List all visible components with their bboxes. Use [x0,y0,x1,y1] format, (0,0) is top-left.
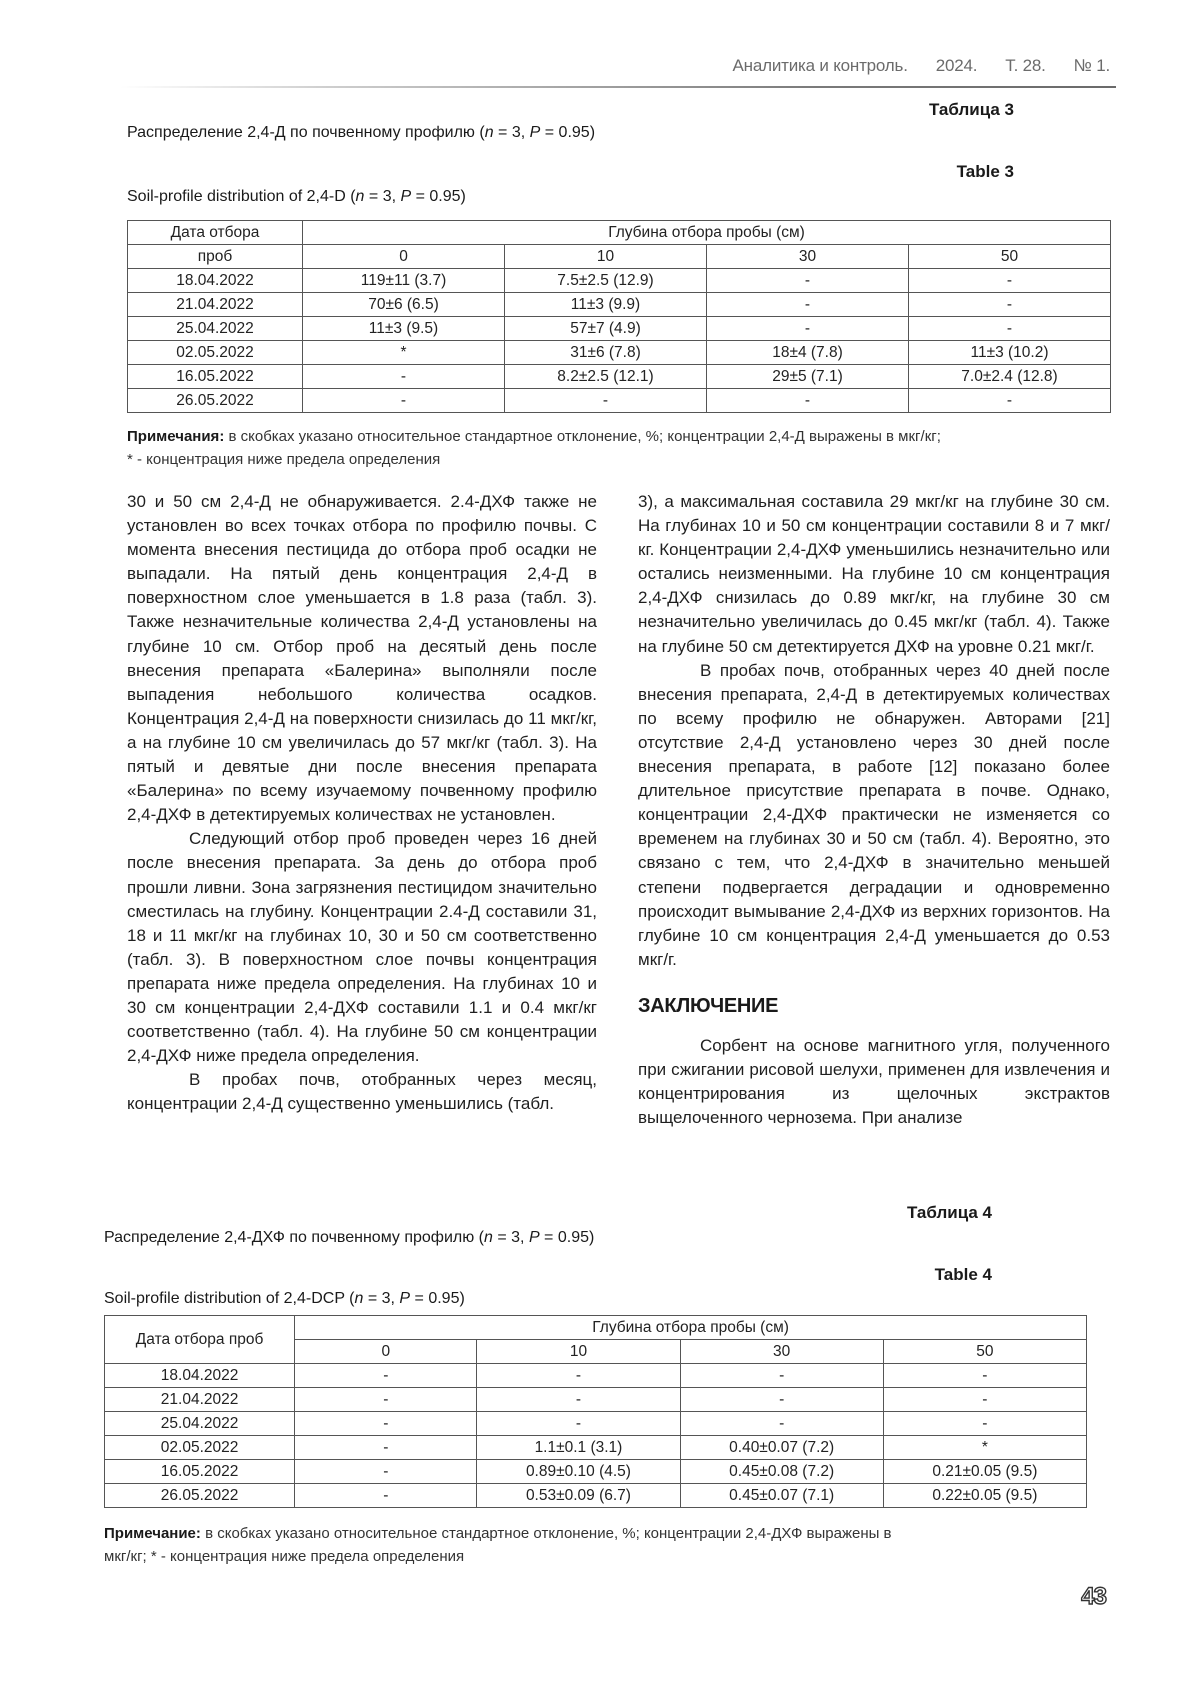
table-row [105,1412,1087,1436]
date-cell: 18.04.2022 [128,269,303,293]
table-row [128,341,1111,365]
value-cell-depth-0: - [295,1436,477,1460]
value-cell-depth-30: - [680,1388,883,1412]
body-paragraph: В пробах почв, отобранных через месяц, концентрации 2,4-Д существенно уменьшились (табл. [127,1070,597,1114]
value-cell-depth-30: 0.45±0.07 (7.1) [680,1484,883,1508]
table-row [128,269,1111,293]
table3-note [127,425,1117,471]
date-cell: 02.05.2022 [128,341,303,365]
date-cell: 16.05.2022 [105,1460,295,1484]
value-cell-depth-10: 31±6 (7.8) [505,341,707,365]
table3-header-date-line2: проб [128,245,303,269]
date-cell: 16.05.2022 [128,365,303,389]
body-paragraph: 3), а максимальная составила 29 мкг/кг на глубине 30 см. На глубинах 10 и 50 см концентрации составили 8 и 7 мкг/кг. Концентрации 2,4-ДХФ уменьшились незначительно или остались неизменными. На глубине 10 см концентрация 2,4-ДХФ снизилась до 0.89 мкг/кг, на глубине 30 см незначительно увеличилась до 0.45 мкг/кг (табл. 4). Также на глубине 50 см детектируется ДХФ на уровне 0.21 мкг/г. [638,492,1110,656]
table3-depth-50: 50 [909,245,1111,269]
value-cell-depth-50: 7.0±2.4 (12.8) [909,365,1111,389]
date-cell: 25.04.2022 [128,317,303,341]
table4-note-text: в скобках указано относительное стандартное отклонение, %; концентрации 2,4-ДХФ выражены в [200,1525,892,1542]
value-cell-depth-10: - [505,389,707,413]
date-cell: 25.04.2022 [105,1412,295,1436]
body-left-column [127,490,597,1116]
table3-note-line2: * - концентрация ниже предела определения [127,451,441,468]
value-cell-depth-10: 11±3 (9.9) [505,293,707,317]
value-cell-depth-10: 7.5±2.5 (12.9) [505,269,707,293]
value-cell-depth-50: - [909,317,1111,341]
value-cell-depth-0: - [295,1484,477,1508]
date-cell: 21.04.2022 [128,293,303,317]
journal-name: Аналитика и контроль. [732,56,908,75]
table3-depth-30: 30 [707,245,909,269]
value-cell-depth-10: 0.89±0.10 (4.5) [477,1460,680,1484]
value-cell-depth-0: - [295,1388,477,1412]
table4-depth-10: 10 [477,1340,680,1364]
table4-title-ru-text: Распределение 2,4-ДХФ по почвенному профилю ( [104,1229,484,1246]
value-cell-depth-30: 0.45±0.08 (7.2) [680,1460,883,1484]
table3-depth-10: 10 [505,245,707,269]
p-symbol: P [529,124,541,141]
table4-note-line2: мкг/кг; * - концентрация ниже предела определения [104,1548,465,1565]
value-cell-depth-50: - [909,389,1111,413]
value-cell-depth-10: 0.53±0.09 (6.7) [477,1484,680,1508]
date-cell: 26.05.2022 [105,1484,295,1508]
value-cell-depth-50: 11±3 (10.2) [909,341,1111,365]
date-cell: 02.05.2022 [105,1436,295,1460]
value-cell-depth-0: 11±3 (9.5) [303,317,505,341]
table3-title-ru-text: Распределение 2,4-Д по почвенному профилю ( [127,124,485,141]
body-paragraph: 30 и 50 см 2,4-Д не обнаруживается. 2.4-ДХФ также не установлен во всех точках отбора по профилю почвы. С момента внесения пестицида до отбора проб осадки не выпадали. На пятый день концентрация 2,4-Д в поверхностном слое уменьшается в 1.8 раза (табл. 3). Также незначительные количества 2,4-Д установлены на глубине 10 см. Отбор проб на десятый день после внесения препарата «Балерина» выполняли после выпадения небольшого количества осадков. Концентрация 2,4-Д на поверхности снизилась до 11 мкг/кг, а на глубине 10 см увеличилась до 57 мкг/кг (табл. 3). На пятый и девятые дни после внесения препарата «Балерина» по всему изучаемому почвенному профилю 2,4-ДХФ в детектируемых количествах не установлен. [127,492,597,825]
value-cell-depth-0: - [303,365,505,389]
body-paragraph: В пробах почв, отобранных через 40 дней после внесения препарата, 2,4-Д в детектируемых количествах по всему профилю не обнаружен. Авторами [21] отсутствие 2,4-Д установлено через 30 дней после внесения препарата, в работе [12] показано более длительное присутствие препарата в почве. Однако, концентрации 2,4-ДХФ практически не изменяется со временем на глубинах 30 и 50 см (табл. 4). Вероятно, это связано с тем, что 2,4-ДХФ в значительно меньшей степени подвергается деградации и одновременно происходит вымывание 2,4-ДХФ из верхних горизонтов. На глубине 10 см концентрация 2,4-Д уменьшается до 0.53 мкг/г. [638,660,1110,969]
value-cell-depth-30: - [707,389,909,413]
value-cell-depth-10: - [477,1388,680,1412]
running-header [120,56,1110,86]
table3-title-en [127,188,466,206]
table-row [128,389,1111,413]
value-cell-depth-30: - [680,1412,883,1436]
p-symbol: P [399,1290,411,1307]
table4-title-en-text: Soil-profile distribution of 2,4-DCP ( [104,1290,355,1307]
table4-depth-30: 30 [680,1340,883,1364]
header-divider [120,86,1116,88]
value-cell-depth-0: 70±6 (6.5) [303,293,505,317]
value-cell-depth-10: 57±7 (4.9) [505,317,707,341]
n-symbol: n [354,1290,364,1307]
value-cell-depth-0: - [303,389,505,413]
table-row [128,293,1111,317]
value-cell-depth-50: - [883,1364,1086,1388]
table3-header-depth: Глубина отбора пробы (см) [303,221,1111,245]
table4-header-date: Дата отбора проб [105,1316,295,1364]
journal-issue: № 1. [1073,56,1110,75]
journal-volume: Т. 28. [1005,56,1046,75]
table-row [128,365,1111,389]
p-symbol: P [400,188,412,205]
table4-note [104,1522,1104,1568]
n-symbol: n [484,1229,493,1246]
table3-label-en: Table 3 [956,162,1014,181]
title-mid: = 3, [364,188,401,205]
section-heading-conclusion: ЗАКЛЮЧЕНИЕ [638,994,779,1017]
value-cell-depth-10: - [477,1364,680,1388]
table-row [105,1364,1087,1388]
table4-label-en: Table 4 [934,1265,992,1284]
value-cell-depth-30: - [707,317,909,341]
journal-year: 2024. [935,56,978,75]
page-number: 43 [1081,1583,1106,1610]
title-suffix: = 0.95) [539,1229,595,1246]
value-cell-depth-50: 0.22±0.05 (9.5) [883,1484,1086,1508]
body-right-column [638,490,1110,1130]
value-cell-depth-50: - [883,1388,1086,1412]
table3-title-en-text: Soil-profile distribution of 2,4-D ( [127,188,356,205]
table-row [105,1484,1087,1508]
value-cell-depth-0: - [295,1460,477,1484]
table3-depth-0: 0 [303,245,505,269]
table3-title-ru [127,124,595,142]
table-row [105,1460,1087,1484]
body-paragraph: Следующий отбор проб проведен через 16 дней после внесения препарата. За день до отбора проб прошли ливни. Зона загрязнения пестицидом значительно сместилась на глубину. Концентрации 2.4-Д составили 31, 18 и 11 мкг/кг на глубинах 10, 30 и 50 см соответственно (табл. 3). В поверхностном слое почвы концентрация препарата ниже предела определения. На глубинах 10 и 30 см концентрации 2,4-ДХФ составили 1.1 и 0.4 мкг/кг соответственно (табл. 4). На глубине 50 см концентрации 2,4-ДХФ ниже предела определения. [127,829,597,1066]
value-cell-depth-30: - [707,293,909,317]
value-cell-depth-10: 1.1±0.1 (3.1) [477,1436,680,1460]
table3-header-date-line1: Дата отбора [128,221,303,245]
table4-title-en [104,1290,465,1308]
conclusion-paragraph: Сорбент на основе магнитного угля, полученного при сжигании рисовой шелухи, применен для извлечения и концентрирования из щелочных экстрактов выщелоченного чернозема. При анализе [638,1035,1110,1128]
value-cell-depth-30: 18±4 (7.8) [707,341,909,365]
value-cell-depth-0: 119±11 (3.7) [303,269,505,293]
table-row [128,317,1111,341]
value-cell-depth-50: - [909,293,1111,317]
n-symbol: n [484,124,494,141]
body-right-paragraphs [638,490,1110,972]
title-suffix: = 0.95) [410,1290,465,1307]
value-cell-depth-10: 8.2±2.5 (12.1) [505,365,707,389]
table3 [127,220,1111,413]
value-cell-depth-30: 29±5 (7.1) [707,365,909,389]
title-suffix: = 0.95) [540,124,596,141]
value-cell-depth-30: - [707,269,909,293]
value-cell-depth-0: - [295,1364,477,1388]
title-mid: = 3, [492,1229,529,1246]
value-cell-depth-50: * [883,1436,1086,1460]
table3-note-label: Примечания: [127,428,225,445]
table4-title-ru [104,1229,594,1247]
table4-note-label: Примечание: [104,1525,201,1542]
date-cell: 21.04.2022 [105,1388,295,1412]
table4-depth-50: 50 [883,1340,1086,1364]
title-suffix: = 0.95) [411,188,466,205]
value-cell-depth-50: - [883,1412,1086,1436]
value-cell-depth-50: - [909,269,1111,293]
table4-label-ru: Таблица 4 [906,1203,992,1222]
value-cell-depth-10: - [477,1412,680,1436]
table3-label-ru: Таблица 3 [928,100,1014,119]
p-symbol: P [528,1229,540,1246]
journal-citation [705,56,1110,76]
title-mid: = 3, [493,124,530,141]
value-cell-depth-30: - [680,1364,883,1388]
table-row [105,1388,1087,1412]
value-cell-depth-30: 0.40±0.07 (7.2) [680,1436,883,1460]
table4-depth-0: 0 [295,1340,477,1364]
n-symbol: n [355,188,365,205]
value-cell-depth-50: 0.21±0.05 (9.5) [883,1460,1086,1484]
table4 [104,1315,1087,1508]
value-cell-depth-0: - [295,1412,477,1436]
table3-note-text: в скобках указано относительное стандартное отклонение, %; концентрации 2,4-Д выражены в мкг/кг; [224,428,941,445]
table-row [105,1436,1087,1460]
date-cell: 26.05.2022 [128,389,303,413]
value-cell-depth-0: * [303,341,505,365]
title-mid: = 3, [363,1290,400,1307]
date-cell: 18.04.2022 [105,1364,295,1388]
table4-header-depth: Глубина отбора пробы (см) [295,1316,1087,1340]
